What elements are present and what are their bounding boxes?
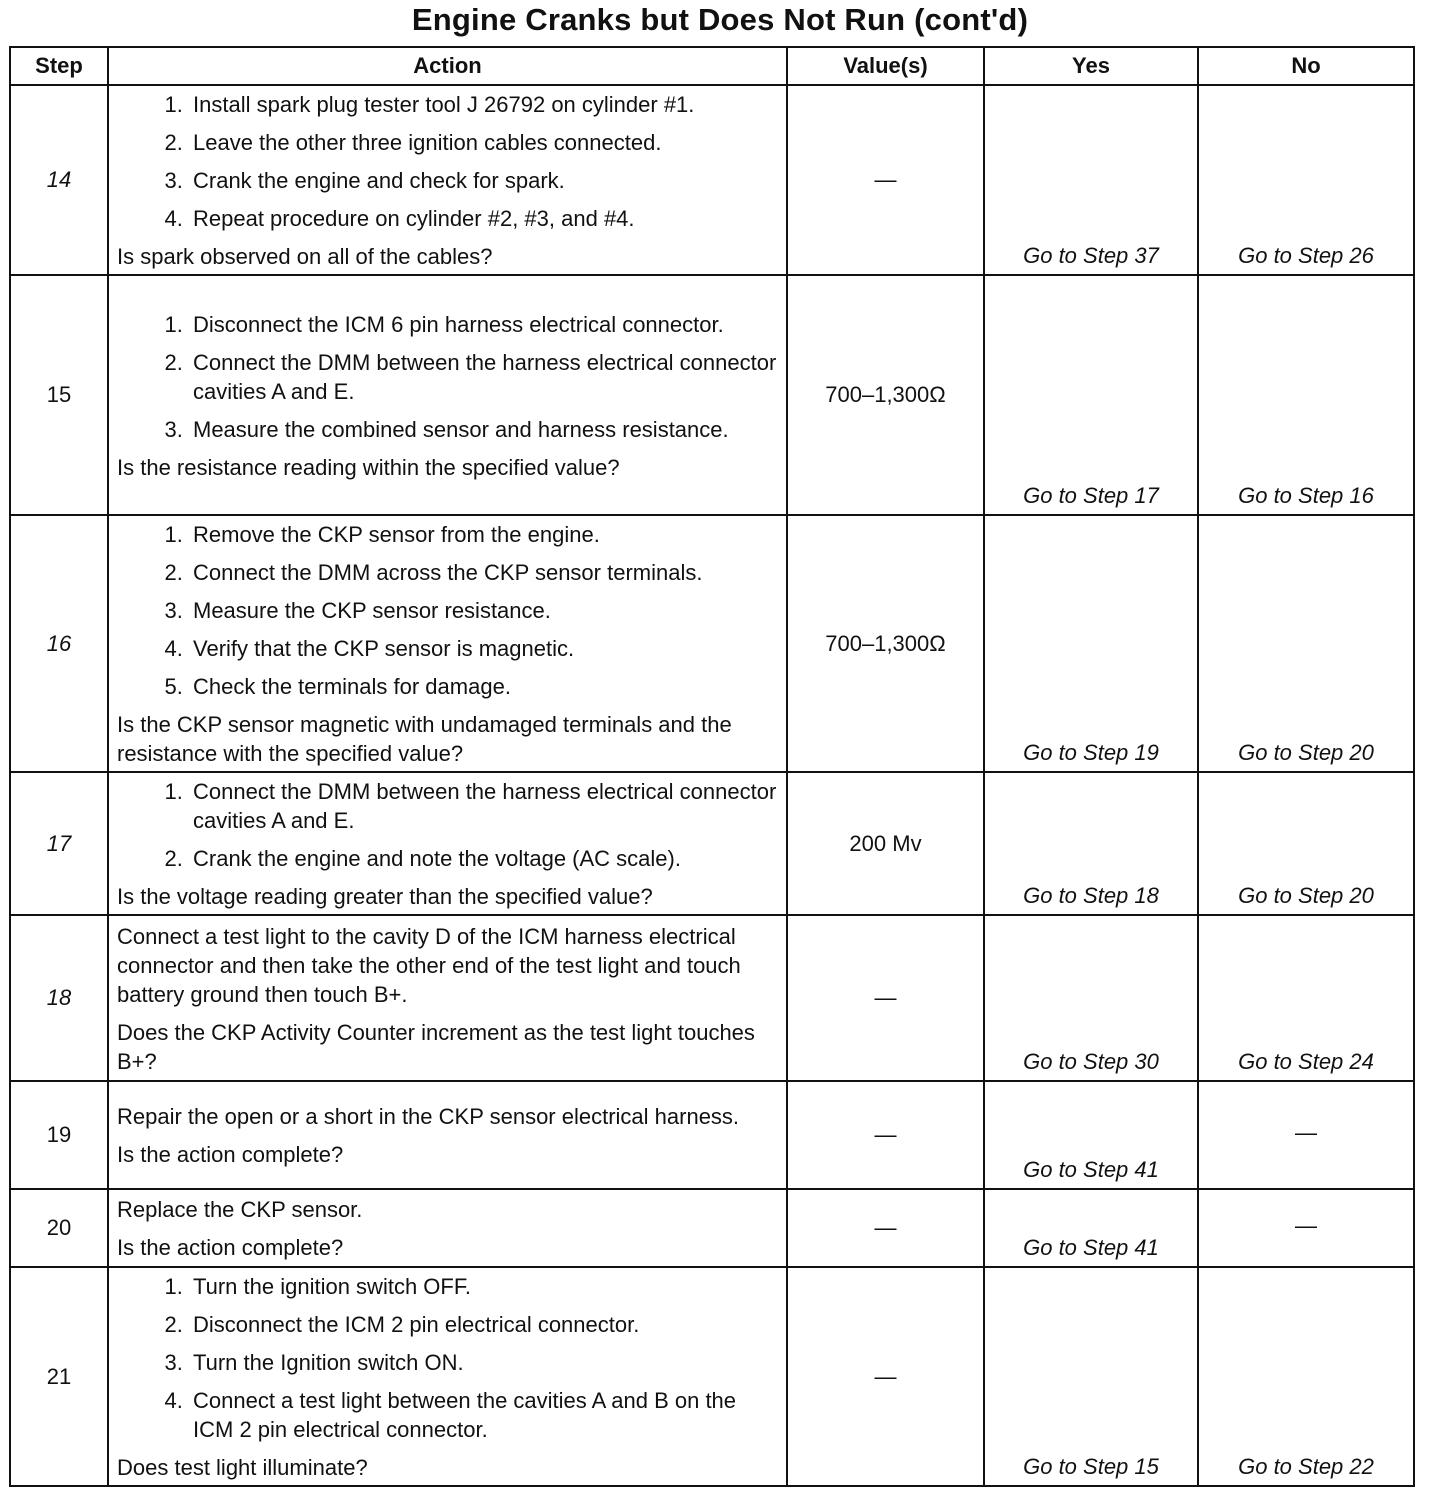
procedure-list: [117, 1272, 780, 1444]
question-text: Is spark observed on all of the cables?: [117, 244, 493, 269]
instruction-text: Replace the CKP sensor.: [117, 1197, 363, 1222]
no-cell: —: [1198, 1081, 1414, 1189]
header-no: No: [1198, 47, 1414, 85]
action-cell: [108, 275, 787, 515]
header-step: Step: [10, 47, 108, 85]
table-row: [10, 915, 1414, 1081]
question-text: Is the resistance reading within the specified value?: [117, 454, 620, 480]
value-cell: 700–1,300Ω: [787, 275, 984, 515]
procedure-item: 3. Measure the CKP sensor resistance.: [189, 596, 780, 625]
procedure-item: 2. Leave the other three ignition cables connected.: [189, 128, 780, 157]
value-cell: —: [787, 1267, 984, 1486]
header-row: [10, 47, 1414, 85]
yes-cell: Go to Step 17: [984, 275, 1198, 515]
yes-cell: Go to Step 18: [984, 772, 1198, 915]
procedure-list: [117, 777, 780, 873]
value-cell: —: [787, 85, 984, 275]
yes-cell: Go to Step 37: [984, 85, 1198, 275]
procedure-item: 3. Crank the engine and check for spark.: [189, 166, 780, 195]
header-action: Action: [108, 47, 787, 85]
value-cell: —: [787, 1189, 984, 1267]
no-cell: Go to Step 20: [1198, 772, 1414, 915]
question-text: Does test light illuminate?: [117, 1455, 368, 1480]
question-text: Does the CKP Activity Counter increment as the test light touches B+?: [117, 1019, 755, 1074]
table-row: [10, 1081, 1414, 1189]
procedure-item: 1. Install spark plug tester tool J 26792 on cylinder #1.: [189, 90, 780, 119]
instruction-text: Repair the open or a short in the CKP sensor electrical harness.: [117, 1104, 740, 1129]
yes-cell: Go to Step 19: [984, 515, 1198, 772]
no-cell: Go to Step 16: [1198, 275, 1414, 515]
step-number: 17: [10, 772, 108, 915]
procedure-item: 1. Remove the CKP sensor from the engine.: [189, 520, 780, 549]
step-number: 21: [10, 1267, 108, 1486]
table-row: [10, 1267, 1414, 1486]
procedure-item: 4. Connect a test light between the cavities A and B on the ICM 2 pin electrical connector.: [189, 1386, 780, 1444]
yes-cell: Go to Step 15: [984, 1267, 1198, 1486]
value-cell: 700–1,300Ω: [787, 515, 984, 772]
diagnostic-table: [9, 46, 1415, 1487]
no-cell: Go to Step 24: [1198, 915, 1414, 1081]
question-text: Is the action complete?: [117, 1235, 344, 1260]
header-yes: Yes: [984, 47, 1198, 85]
action-cell: [108, 515, 787, 772]
step-number: 15: [10, 275, 108, 515]
procedure-list: [117, 90, 780, 233]
action-cell: [108, 85, 787, 275]
procedure-item: 1. Disconnect the ICM 6 pin harness electrical connector.: [189, 310, 780, 339]
table-row: [10, 1189, 1414, 1267]
no-cell: Go to Step 26: [1198, 85, 1414, 275]
table-row: [10, 515, 1414, 772]
question-text: Is the action complete?: [117, 1142, 344, 1167]
procedure-item: 2. Disconnect the ICM 2 pin electrical connector.: [189, 1310, 780, 1339]
no-cell: Go to Step 22: [1198, 1267, 1414, 1486]
table-row: [10, 85, 1414, 275]
procedure-item: 3. Turn the Ignition switch ON.: [189, 1348, 780, 1377]
step-number: 19: [10, 1081, 108, 1189]
procedure-item: 5. Check the terminals for damage.: [189, 672, 780, 701]
procedure-item: 2. Connect the DMM across the CKP sensor terminals.: [189, 558, 780, 587]
question-text: Is the voltage reading greater than the specified value?: [117, 884, 653, 909]
procedure-item: 4. Verify that the CKP sensor is magnetic.: [189, 634, 780, 663]
step-number: 14: [10, 85, 108, 275]
question-text: Is the CKP sensor magnetic with undamaged terminals and the resistance with the specified value?: [117, 712, 732, 766]
table-row: [10, 275, 1414, 515]
yes-cell: Go to Step 41: [984, 1081, 1198, 1189]
procedure-list: [117, 520, 780, 701]
yes-cell: Go to Step 41: [984, 1189, 1198, 1267]
step-number: 16: [10, 515, 108, 772]
instruction-text: Connect a test light to the cavity D of the ICM harness electrical connector and then take the other end of the test light and touch battery ground then touch B+.: [117, 923, 741, 1007]
no-cell: —: [1198, 1189, 1414, 1267]
value-cell: 200 Mv: [787, 772, 984, 915]
step-number: 18: [10, 915, 108, 1081]
action-cell: [108, 1081, 787, 1189]
no-cell: Go to Step 20: [1198, 515, 1414, 772]
procedure-item: 2. Crank the engine and note the voltage (AC scale).: [189, 844, 780, 873]
value-cell: —: [787, 1081, 984, 1189]
action-cell: [108, 1189, 787, 1267]
yes-cell: Go to Step 30: [984, 915, 1198, 1081]
procedure-item: 1. Turn the ignition switch OFF.: [189, 1272, 780, 1301]
procedure-item: 4. Repeat procedure on cylinder #2, #3, and #4.: [189, 204, 780, 233]
header-values: Value(s): [787, 47, 984, 85]
value-cell: —: [787, 915, 984, 1081]
action-cell: [108, 772, 787, 915]
action-cell: [108, 1267, 787, 1486]
procedure-list: [117, 310, 780, 444]
procedure-item: 3. Measure the combined sensor and harness resistance.: [189, 415, 780, 444]
procedure-item: 1. Connect the DMM between the harness electrical connector cavities A and E.: [189, 777, 780, 835]
action-cell: [108, 915, 787, 1081]
page-title: Engine Cranks but Does Not Run (cont'd): [411, 2, 1029, 37]
procedure-item: 2. Connect the DMM between the harness electrical connector cavities A and E.: [189, 348, 780, 406]
step-number: 20: [10, 1189, 108, 1267]
table-row: [10, 772, 1414, 915]
